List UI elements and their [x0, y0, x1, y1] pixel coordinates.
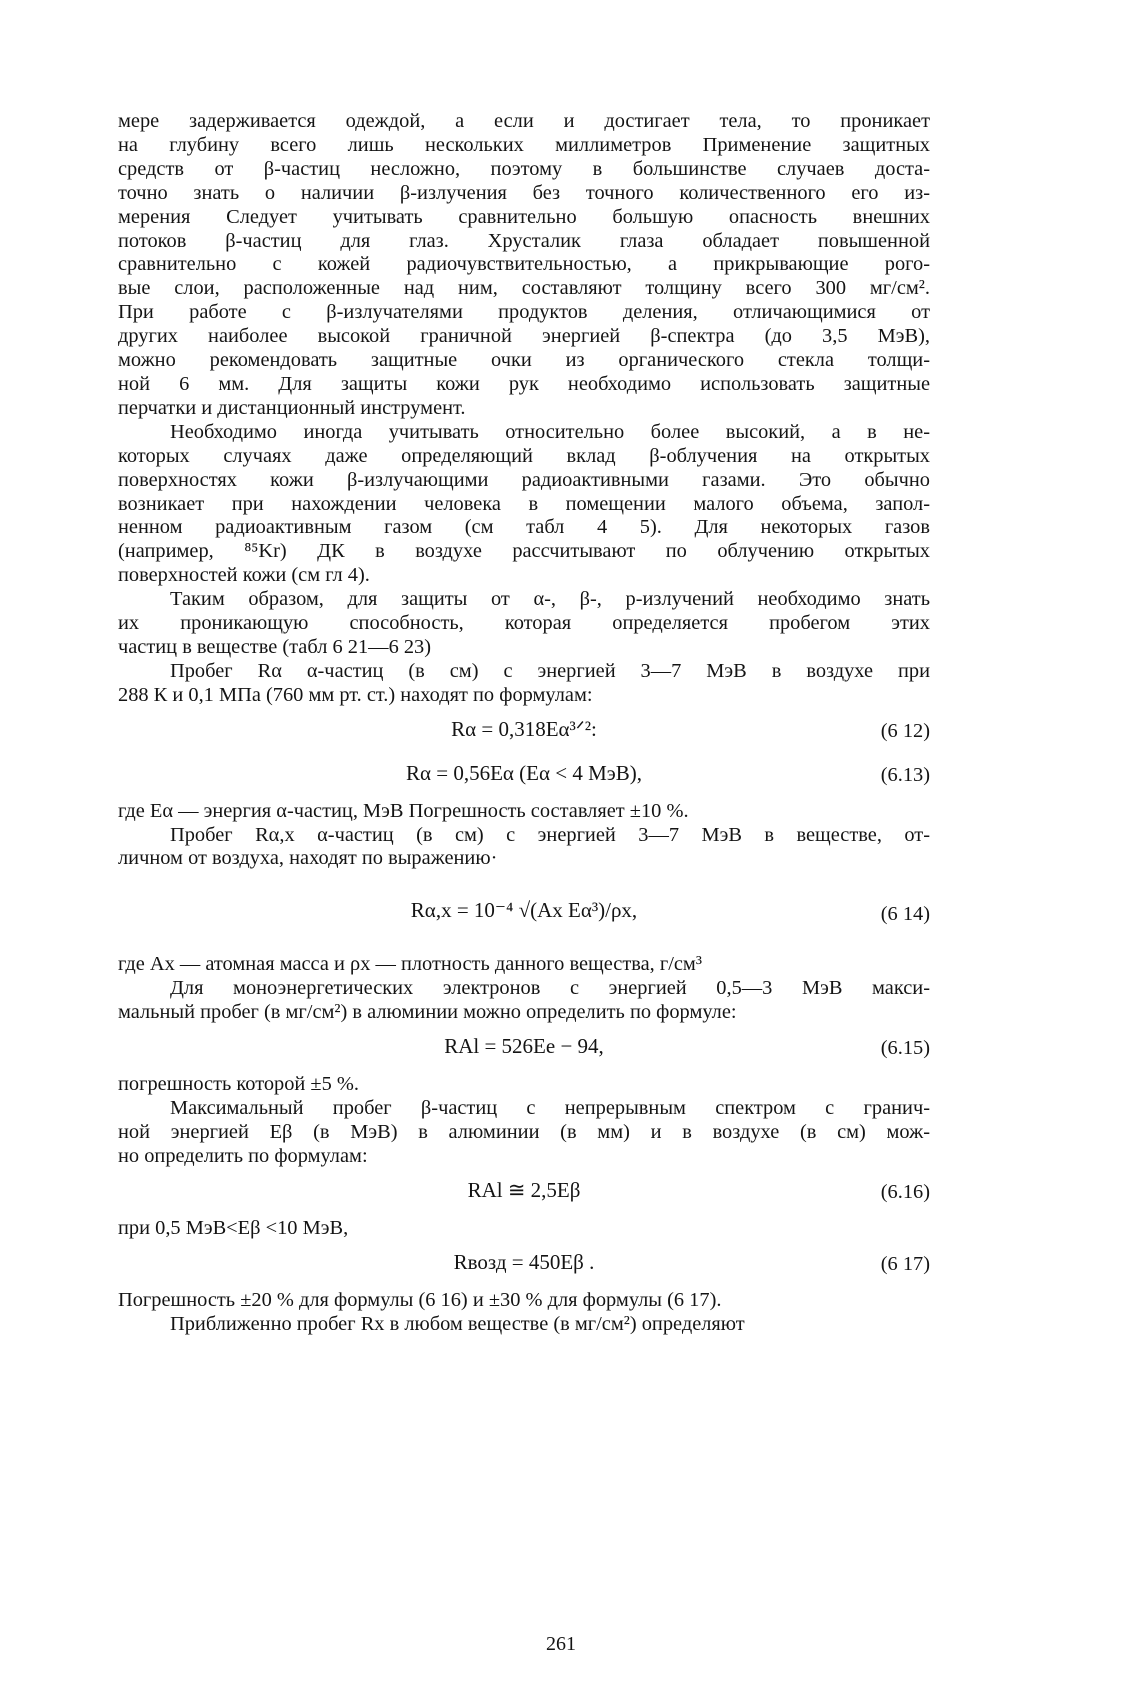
text-line: которых случаях даже определяющий вклад β-облучения на открытых [118, 444, 930, 467]
paragraph-approx-range [118, 1313, 930, 1337]
equation-6-14 [118, 885, 930, 943]
equation-number: (6 12) [880, 719, 930, 742]
text-line: потоков β-частиц для глаз. Хрусталик глаза обладает повышенной [118, 229, 930, 252]
paragraph-alpha-range-substance [118, 824, 930, 872]
text-line: 288 К и 0,1 МПа (760 мм рт. ст.) находят по формулам: [118, 683, 593, 706]
equation-formula: RAl = 526Ee − 94, [444, 1034, 604, 1059]
text-line: мальный пробег (в мг/см²) в алюминии можно определить по формуле: [118, 1001, 737, 1024]
text-line: мерения Следует учитывать сравнительно большую опасность внешних [118, 205, 930, 228]
paragraph-radioactive-gases [118, 421, 930, 588]
paragraph-energy-condition [118, 1217, 930, 1241]
page-number: 261 [546, 1633, 576, 1655]
text-line: возникает при нахождении человека в помещении малого объема, запол- [118, 492, 930, 515]
text-line: Пробег Rα,x α-частиц (в см) с энергией 3—7 МэВ в веществе, от- [170, 823, 930, 846]
equation-6-13 [118, 758, 930, 796]
text-line: можно рекомендовать защитные очки из органического стекла толщи- [118, 349, 930, 372]
paragraph-penetration [118, 588, 930, 660]
text-line: Для моноэнергетических электронов с энергией 0,5—3 МэВ макси- [170, 977, 930, 1000]
text-line: частиц в веществе (табл 6 21—6 23) [118, 635, 432, 658]
text-line: мере задерживается одеждой, а если и достигает тела, то проникает [118, 110, 930, 132]
equation-6-17 [118, 1247, 930, 1285]
text-line: погрешность которой ±5 %. [118, 1073, 359, 1096]
paragraph-atomic-mass-note [118, 953, 930, 977]
page-body [118, 110, 930, 1336]
text-line: Погрешность ±20 % для формулы (6 16) и ±30 % для формулы (6 17). [118, 1288, 722, 1311]
equation-formula: Rвозд = 450Eβ . [453, 1249, 595, 1274]
text-line: на глубину всего лишь нескольких миллиметров Применение защитных [118, 133, 930, 156]
paragraph-formula-errors [118, 1289, 930, 1313]
text-line: Приближенно пробег Rx в любом веществе (в мг/см²) определяют [170, 1312, 745, 1335]
text-line: где Eα — энергия α-частиц, МэВ Погрешность составляет ±10 %. [118, 799, 689, 822]
equation-formula: RAl ≅ 2,5Eβ [467, 1177, 581, 1202]
text-line: поверхностей кожи (см гл 4). [118, 564, 370, 587]
equation-formula: Rα = 0,318Eα³ᐟ²: [451, 716, 597, 741]
text-line: где Ax — атомная масса и ρx — плотность данного вещества, г/см³ [118, 953, 702, 976]
text-line: ненном радиоактивным газом (см табл 4 5). Для некоторых газов [118, 516, 930, 539]
text-line: (например, ⁸⁵Kr) ДК в воздухе рассчитывают по облучению открытых [118, 540, 930, 563]
equation-number: (6 14) [880, 903, 930, 926]
text-line: ной энергией Eβ (в МэВ) в алюминии (в мм) и в воздухе (в см) мож- [118, 1120, 930, 1143]
paragraph-beta-max-range [118, 1097, 930, 1169]
paragraph-beta-protection [118, 110, 930, 421]
text-line: но определить по формулам: [118, 1144, 368, 1167]
paragraph-alpha-energy-note [118, 800, 930, 824]
equation-6-15 [118, 1031, 930, 1069]
text-line: поверхностях кожи β-излучающими радиоактивными газами. Это обычно [118, 468, 930, 491]
equation-number: (6.13) [880, 763, 930, 786]
text-line: средств от β-частиц несложно, поэтому в большинстве случаев доста- [118, 157, 930, 180]
text-line: вые слои, расположенные над ним, составляют толщину всего 300 мг/см². [118, 277, 930, 300]
paragraph-error-note [118, 1073, 930, 1097]
text-line: других наиболее высокой граничной энергией β-спектра (до 3,5 МэВ), [118, 325, 930, 348]
text-line: точно знать о наличии β-излучения без точного количественного его из- [118, 181, 930, 204]
equation-number: (6.15) [880, 1037, 930, 1060]
equation-number: (6 17) [880, 1252, 930, 1275]
equation-6-12 [118, 714, 930, 752]
text-line: ной 6 мм. Для защиты кожи рук необходимо использовать защитные [118, 372, 930, 395]
equation-formula: Rα,x = 10⁻⁴ √(Ax Eα³)/ρx, [410, 898, 638, 923]
text-line: При работе с β-излучателями продуктов деления, отличающимися от [118, 301, 930, 324]
equation-number: (6.16) [880, 1180, 930, 1203]
equation-formula: Rα = 0,56Eα (Eα < 4 МэВ), [405, 760, 643, 785]
text-line: Максимальный пробег β-частиц с непрерывным спектром с гранич- [170, 1097, 930, 1119]
text-line: Необходимо иногда учитывать относительно более высокий, а в не- [170, 420, 930, 443]
text-line: Таким образом, для защиты от α-, β-, p-излучений необходимо знать [170, 588, 930, 611]
paragraph-alpha-range-air [118, 660, 930, 708]
text-line: Пробег Rα α-частиц (в см) с энергией 3—7 МэВ в воздухе при [170, 659, 930, 682]
paragraph-electron-range [118, 977, 930, 1025]
text-line: их проникающую способность, которая определяется пробегом этих [118, 612, 930, 635]
text-line: при 0,5 МэВ<Eβ <10 МэВ, [118, 1216, 349, 1239]
text-line: перчатки и дистанционный инструмент. [118, 396, 466, 419]
equation-6-16 [118, 1175, 930, 1213]
text-line: личном от воздуха, находят по выражению· [118, 847, 498, 870]
text-line: сравнительно с кожей радиочувствительностью, а прикрывающие рого- [118, 253, 930, 276]
